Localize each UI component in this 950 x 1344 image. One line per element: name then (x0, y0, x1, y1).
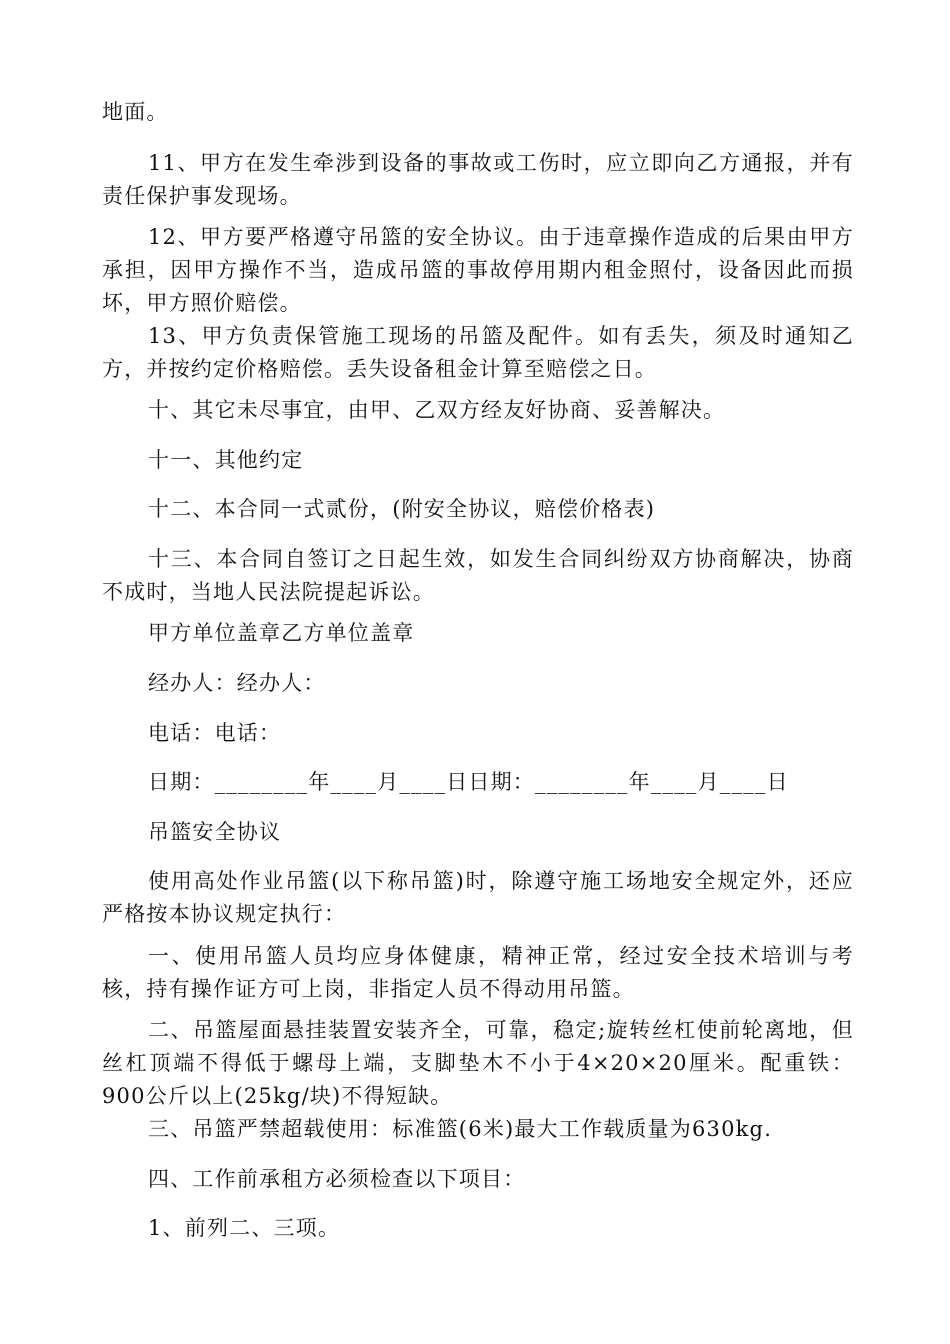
paragraph-safety-3: 三、吊篮严禁超载使用：标准篮(6米)最大工作载质量为630kg. (148, 1117, 773, 1141)
heading-safety-agreement: 吊篮安全协议 (148, 820, 282, 844)
paragraph-safety-intro: 使用高处作业吊篮(以下称吊篮)时，除遵守施工场地安全规定外，还应严格按本协议规定执行： (102, 869, 854, 926)
paragraph-section-10: 十、其它未尽事宜，由甲、乙双方经友好协商、妥善解决。 (148, 398, 726, 422)
paragraph-clause-13: 13、甲方负责保管施工现场的吊篮及配件。如有丢失，须及时通知乙方，并按约定价格赔偿。丢失设备租金计算至赔偿之日。 (102, 324, 854, 381)
paragraph-ground: 地面。 (102, 100, 169, 124)
paragraph-section-11: 十一、其他约定 (148, 448, 304, 472)
paragraph-clause-11: 11、甲方在发生牵涉到设备的事故或工伤时，应立即向乙方通报，并有责任保护事发现场。 (102, 151, 854, 208)
paragraph-safety-4-item-1: 1、前列二、三项。 (148, 1216, 341, 1240)
paragraph-handlers: 经办人：经办人： (148, 671, 326, 695)
paragraph-safety-2: 二、吊篮屋面悬挂装置安装齐全，可靠，稳定;旋转丝杠使前轮离地，但丝杠顶端不得低于螺母上端，支脚垫木不小于4×20×20厘米。配重铁：900公斤以上(25kg/块)不得短缺。 (102, 1018, 854, 1108)
paragraph-phones: 电话：电话： (148, 721, 282, 745)
paragraph-seals: 甲方单位盖章乙方单位盖章 (148, 621, 415, 645)
paragraph-dates: 日期：________年____月____日日期：________年____月____日 (148, 770, 789, 794)
paragraph-clause-12: 12、甲方要严格遵守吊篮的安全协议。由于违章操作造成的后果由甲方承担，因甲方操作不当，造成吊篮的事故停用期内租金照付，设备因此而损坏，甲方照价赔偿。 (102, 225, 854, 315)
paragraph-section-13: 十三、本合同自签订之日起生效，如发生合同纠纷双方协商解决，协商不成时，当地人民法院提起诉讼。 (102, 547, 854, 604)
paragraph-safety-4: 四、工作前承租方必须检查以下项目： (148, 1167, 526, 1191)
paragraph-section-12: 十二、本合同一式贰份，(附安全协议，赔偿价格表) (148, 497, 656, 521)
paragraph-safety-1: 一、使用吊篮人员均应身体健康，精神正常，经过安全技术培训与考核，持有操作证方可上岗，非指定人员不得动用吊篮。 (102, 944, 854, 1001)
